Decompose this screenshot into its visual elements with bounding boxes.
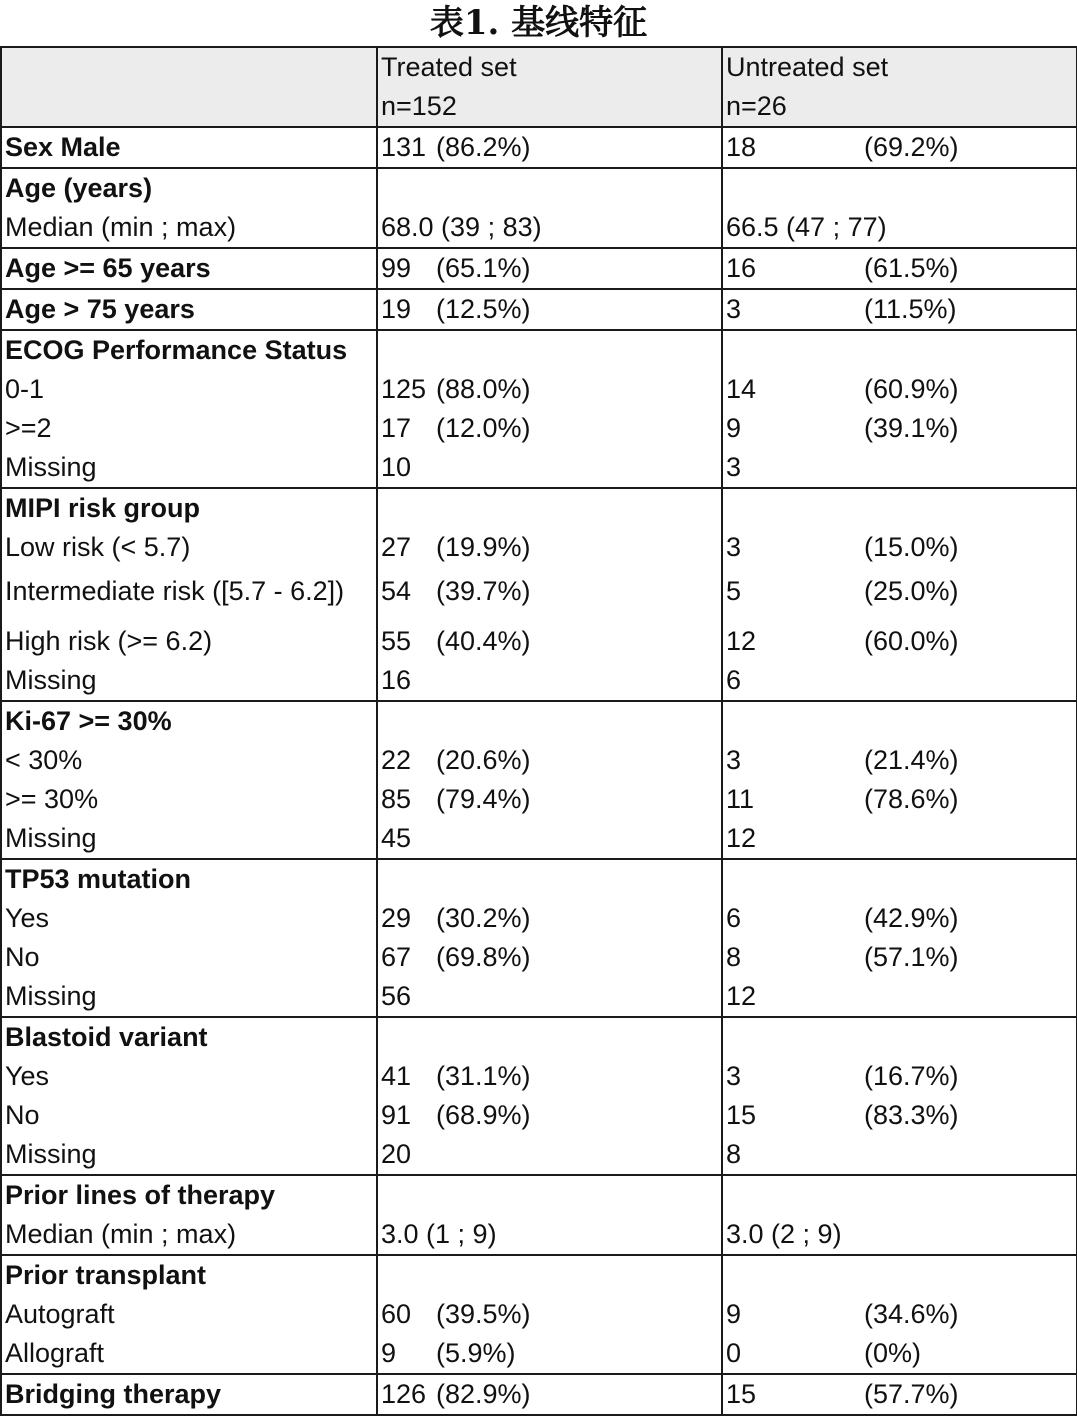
untreated-value bbox=[726, 1215, 1076, 1254]
treated-cell bbox=[377, 701, 722, 859]
label-cell bbox=[1, 127, 377, 168]
group-heading: Blastoid variant bbox=[5, 1022, 208, 1052]
table-row-mipi bbox=[1, 488, 1077, 701]
untreated-percent: (42.9%) bbox=[864, 903, 959, 933]
treated-count: 68.0 (39 ; 83) bbox=[381, 212, 542, 242]
treated-percent: (39.5%) bbox=[436, 1299, 531, 1329]
row-label: Missing bbox=[5, 1139, 97, 1169]
label-cell bbox=[1, 330, 377, 488]
treated-value bbox=[381, 1256, 721, 1295]
row-label: Intermediate risk ([5.7 - 6.2]) bbox=[5, 576, 345, 606]
table-row-age bbox=[1, 168, 1077, 248]
group-heading: MIPI risk group bbox=[5, 493, 201, 523]
untreated-count: 5 bbox=[726, 576, 742, 606]
treated-value bbox=[381, 208, 721, 247]
untreated-value bbox=[726, 128, 1076, 167]
group-heading: Prior transplant bbox=[5, 1260, 207, 1290]
treated-value bbox=[381, 1096, 721, 1135]
untreated-percent: (11.5%) bbox=[864, 294, 957, 324]
untreated-count: 15 bbox=[726, 1100, 757, 1130]
label-cell bbox=[1, 701, 377, 859]
untreated-value bbox=[726, 1295, 1076, 1334]
header-untreated-label: Untreated set bbox=[726, 52, 889, 82]
treated-value bbox=[381, 1135, 721, 1174]
treated-value bbox=[381, 528, 721, 567]
untreated-value bbox=[726, 1176, 1076, 1215]
untreated-count: 0 bbox=[726, 1338, 742, 1368]
untreated-value bbox=[726, 741, 1076, 780]
treated-cell bbox=[377, 1255, 722, 1374]
label-cell bbox=[1, 289, 377, 330]
untreated-percent: (57.1%) bbox=[864, 942, 959, 972]
untreated-percent: (25.0%) bbox=[864, 576, 959, 606]
group-heading: Sex Male bbox=[5, 132, 121, 162]
treated-percent: (86.2%) bbox=[436, 132, 531, 162]
row-label: Median (min ; max) bbox=[5, 212, 237, 242]
table-row-age-65 bbox=[1, 248, 1077, 289]
row-label: Low risk (< 5.7) bbox=[5, 532, 191, 562]
treated-value bbox=[381, 1334, 721, 1373]
group-heading: Age >= 65 years bbox=[5, 253, 211, 283]
row-label: 0-1 bbox=[5, 374, 45, 404]
untreated-cell bbox=[722, 859, 1077, 1017]
treated-percent: (5.9%) bbox=[436, 1338, 516, 1368]
treated-count: 19 bbox=[381, 294, 412, 324]
untreated-value bbox=[726, 1256, 1076, 1295]
treated-cell bbox=[377, 127, 722, 168]
untreated-value bbox=[726, 169, 1076, 208]
header-treated-label: Treated set bbox=[381, 52, 517, 82]
untreated-count: 11 bbox=[726, 784, 755, 814]
treated-count: 55 bbox=[381, 626, 412, 656]
untreated-percent: (0%) bbox=[864, 1338, 922, 1368]
untreated-value bbox=[726, 1135, 1076, 1174]
treated-count: 9 bbox=[381, 1338, 397, 1368]
treated-count: 56 bbox=[381, 981, 412, 1011]
untreated-value bbox=[726, 1057, 1076, 1096]
label-cell bbox=[1, 1374, 377, 1415]
treated-percent: (68.9%) bbox=[436, 1100, 531, 1130]
untreated-count: 6 bbox=[726, 903, 742, 933]
untreated-value bbox=[726, 977, 1076, 1016]
label-cell bbox=[1, 1175, 377, 1255]
untreated-cell bbox=[722, 1175, 1077, 1255]
row-label: Missing bbox=[5, 452, 97, 482]
treated-cell bbox=[377, 859, 722, 1017]
treated-value bbox=[381, 860, 721, 899]
label-cell bbox=[1, 488, 377, 701]
untreated-value bbox=[726, 567, 1076, 622]
untreated-value bbox=[726, 702, 1076, 741]
treated-count: 125 bbox=[381, 374, 427, 404]
untreated-count: 3 bbox=[726, 452, 742, 482]
row-label: Yes bbox=[5, 903, 50, 933]
row-label: Autograft bbox=[5, 1299, 115, 1329]
treated-cell bbox=[377, 1175, 722, 1255]
treated-value bbox=[381, 1018, 721, 1057]
treated-percent: (79.4%) bbox=[436, 784, 531, 814]
treated-count: 27 bbox=[381, 532, 412, 562]
treated-value bbox=[381, 702, 721, 741]
header-untreated-count: n=26 bbox=[726, 91, 787, 121]
untreated-count: 8 bbox=[726, 1139, 742, 1169]
untreated-value bbox=[726, 1375, 1076, 1414]
treated-count: 91 bbox=[381, 1100, 412, 1130]
row-label: No bbox=[5, 942, 40, 972]
untreated-value bbox=[726, 448, 1076, 487]
row-label: High risk (>= 6.2) bbox=[5, 626, 213, 656]
treated-value bbox=[381, 622, 721, 661]
table-title: 表1. 基线特征 bbox=[429, 3, 648, 43]
treated-count: 126 bbox=[381, 1379, 427, 1409]
treated-value bbox=[381, 1375, 721, 1414]
untreated-count: 15 bbox=[726, 1379, 757, 1409]
treated-value bbox=[381, 409, 721, 448]
untreated-value bbox=[726, 819, 1076, 858]
treated-value bbox=[381, 1215, 721, 1254]
treated-count: 10 bbox=[381, 452, 412, 482]
row-label: Yes bbox=[5, 1061, 50, 1091]
table-row-bridging bbox=[1, 1374, 1077, 1415]
untreated-count: 6 bbox=[726, 665, 742, 695]
untreated-percent: (61.5%) bbox=[864, 253, 959, 283]
treated-value bbox=[381, 249, 721, 288]
treated-cell bbox=[377, 488, 722, 701]
treated-percent: (82.9%) bbox=[436, 1379, 531, 1409]
row-label: Missing bbox=[5, 823, 97, 853]
table-row-prior-lines bbox=[1, 1175, 1077, 1255]
table-row-ki67 bbox=[1, 701, 1077, 859]
treated-value bbox=[381, 128, 721, 167]
group-heading: Prior lines of therapy bbox=[5, 1180, 276, 1210]
row-label: >= 30% bbox=[5, 784, 99, 814]
untreated-count: 66.5 (47 ; 77) bbox=[726, 212, 887, 242]
table-row-blastoid bbox=[1, 1017, 1077, 1175]
treated-count: 41 bbox=[381, 1061, 412, 1091]
untreated-percent: (78.6%) bbox=[864, 784, 959, 814]
label-cell bbox=[1, 1255, 377, 1374]
untreated-value bbox=[726, 780, 1076, 819]
untreated-value bbox=[726, 208, 1076, 247]
untreated-percent: (69.2%) bbox=[864, 132, 959, 162]
untreated-cell bbox=[722, 1374, 1077, 1415]
table-row-tp53 bbox=[1, 859, 1077, 1017]
group-heading: ECOG Performance Status bbox=[5, 335, 348, 365]
untreated-percent: (39.1%) bbox=[864, 413, 959, 443]
treated-value bbox=[381, 819, 721, 858]
untreated-value bbox=[726, 661, 1076, 700]
treated-value bbox=[381, 331, 721, 370]
untreated-cell bbox=[722, 330, 1077, 488]
untreated-percent: (60.0%) bbox=[864, 626, 959, 656]
treated-percent: (19.9%) bbox=[436, 532, 531, 562]
untreated-count: 18 bbox=[726, 132, 757, 162]
group-heading: Age (years) bbox=[5, 173, 153, 203]
treated-value bbox=[381, 780, 721, 819]
untreated-cell bbox=[722, 248, 1077, 289]
table-row-ecog bbox=[1, 330, 1077, 488]
treated-value bbox=[381, 661, 721, 700]
untreated-value bbox=[726, 370, 1076, 409]
untreated-percent: (60.9%) bbox=[864, 374, 959, 404]
treated-percent: (30.2%) bbox=[436, 903, 531, 933]
table-row-prior-transplant bbox=[1, 1255, 1077, 1374]
untreated-percent: (57.7%) bbox=[864, 1379, 959, 1409]
treated-count: 131 bbox=[381, 132, 427, 162]
untreated-percent: (34.6%) bbox=[864, 1299, 959, 1329]
header-treated-count: n=152 bbox=[381, 91, 457, 121]
treated-cell bbox=[377, 248, 722, 289]
treated-percent: (65.1%) bbox=[436, 253, 531, 283]
treated-percent: (40.4%) bbox=[436, 626, 531, 656]
untreated-value bbox=[726, 1018, 1076, 1057]
treated-cell bbox=[377, 168, 722, 248]
group-heading: Age > 75 years bbox=[5, 294, 195, 324]
untreated-value bbox=[726, 249, 1076, 288]
table-row-age-75 bbox=[1, 289, 1077, 330]
untreated-count: 3 bbox=[726, 1061, 742, 1091]
row-label: Median (min ; max) bbox=[5, 1219, 237, 1249]
untreated-percent: (16.7%) bbox=[864, 1061, 959, 1091]
treated-percent: (39.7%) bbox=[436, 576, 531, 606]
row-label: Missing bbox=[5, 981, 97, 1011]
untreated-value bbox=[726, 622, 1076, 661]
treated-value bbox=[381, 741, 721, 780]
table-body bbox=[1, 47, 1077, 1415]
untreated-cell bbox=[722, 701, 1077, 859]
treated-value bbox=[381, 169, 721, 208]
untreated-count: 12 bbox=[726, 981, 757, 1011]
untreated-value bbox=[726, 489, 1076, 528]
treated-percent: (69.8%) bbox=[436, 942, 531, 972]
untreated-value bbox=[726, 1096, 1076, 1135]
treated-cell bbox=[377, 289, 722, 330]
label-cell bbox=[1, 248, 377, 289]
row-label: >=2 bbox=[5, 413, 52, 443]
table-header-row bbox=[1, 47, 1077, 127]
treated-cell bbox=[377, 1374, 722, 1415]
treated-count: 22 bbox=[381, 745, 412, 775]
header-empty-cell bbox=[1, 47, 377, 127]
treated-value bbox=[381, 1176, 721, 1215]
treated-count: 45 bbox=[381, 823, 412, 853]
treated-cell bbox=[377, 330, 722, 488]
table-row-sex bbox=[1, 127, 1077, 168]
treated-value bbox=[381, 370, 721, 409]
untreated-percent: (21.4%) bbox=[864, 745, 959, 775]
untreated-value bbox=[726, 899, 1076, 938]
label-cell bbox=[1, 1017, 377, 1175]
untreated-count: 3.0 (2 ; 9) bbox=[726, 1219, 842, 1249]
treated-value bbox=[381, 1295, 721, 1334]
header-treated-cell bbox=[377, 47, 722, 127]
untreated-cell bbox=[722, 289, 1077, 330]
treated-cell bbox=[377, 1017, 722, 1175]
treated-value bbox=[381, 489, 721, 528]
row-label: Missing bbox=[5, 665, 97, 695]
treated-count: 29 bbox=[381, 903, 412, 933]
label-cell bbox=[1, 859, 377, 1017]
untreated-percent: (15.0%) bbox=[864, 532, 959, 562]
header-untreated-cell bbox=[722, 47, 1077, 127]
untreated-count: 3 bbox=[726, 294, 742, 324]
treated-value bbox=[381, 567, 721, 622]
treated-count: 85 bbox=[381, 784, 412, 814]
untreated-count: 16 bbox=[726, 253, 757, 283]
untreated-cell bbox=[722, 1255, 1077, 1374]
untreated-cell bbox=[722, 127, 1077, 168]
group-heading: Bridging therapy bbox=[5, 1379, 222, 1409]
treated-count: 16 bbox=[381, 665, 412, 695]
treated-percent: (20.6%) bbox=[436, 745, 531, 775]
untreated-value bbox=[726, 528, 1076, 567]
treated-count: 3.0 (1 ; 9) bbox=[381, 1219, 497, 1249]
treated-percent: (12.5%) bbox=[436, 294, 531, 324]
treated-count: 17 bbox=[381, 413, 412, 443]
untreated-count: 12 bbox=[726, 823, 757, 853]
treated-percent: (31.1%) bbox=[436, 1061, 531, 1091]
treated-count: 54 bbox=[381, 576, 412, 606]
untreated-cell bbox=[722, 168, 1077, 248]
treated-value bbox=[381, 1057, 721, 1096]
untreated-value bbox=[726, 860, 1076, 899]
treated-value bbox=[381, 290, 721, 329]
row-label: < 30% bbox=[5, 745, 83, 775]
untreated-count: 3 bbox=[726, 532, 742, 562]
baseline-characteristics-table bbox=[0, 46, 1077, 1416]
treated-value bbox=[381, 899, 721, 938]
untreated-value bbox=[726, 938, 1076, 977]
treated-value bbox=[381, 938, 721, 977]
row-label: No bbox=[5, 1100, 40, 1130]
untreated-count: 9 bbox=[726, 1299, 742, 1329]
untreated-cell bbox=[722, 1017, 1077, 1175]
untreated-count: 14 bbox=[726, 374, 757, 404]
untreated-value bbox=[726, 409, 1076, 448]
treated-count: 20 bbox=[381, 1139, 412, 1169]
untreated-cell bbox=[722, 488, 1077, 701]
untreated-value bbox=[726, 1334, 1076, 1373]
untreated-value bbox=[726, 331, 1076, 370]
untreated-count: 3 bbox=[726, 745, 742, 775]
treated-value bbox=[381, 977, 721, 1016]
treated-count: 60 bbox=[381, 1299, 412, 1329]
untreated-percent: (83.3%) bbox=[864, 1100, 959, 1130]
untreated-value bbox=[726, 290, 1076, 329]
group-heading: TP53 mutation bbox=[5, 864, 192, 894]
row-label: Allograft bbox=[5, 1338, 105, 1368]
treated-value bbox=[381, 448, 721, 487]
untreated-count: 9 bbox=[726, 413, 742, 443]
untreated-count: 8 bbox=[726, 942, 742, 972]
group-heading: Ki-67 >= 30% bbox=[5, 706, 172, 736]
label-cell bbox=[1, 168, 377, 248]
untreated-count: 12 bbox=[726, 626, 757, 656]
treated-count: 67 bbox=[381, 942, 412, 972]
treated-percent: (12.0%) bbox=[436, 413, 531, 443]
treated-count: 99 bbox=[381, 253, 412, 283]
treated-percent: (88.0%) bbox=[436, 374, 531, 404]
